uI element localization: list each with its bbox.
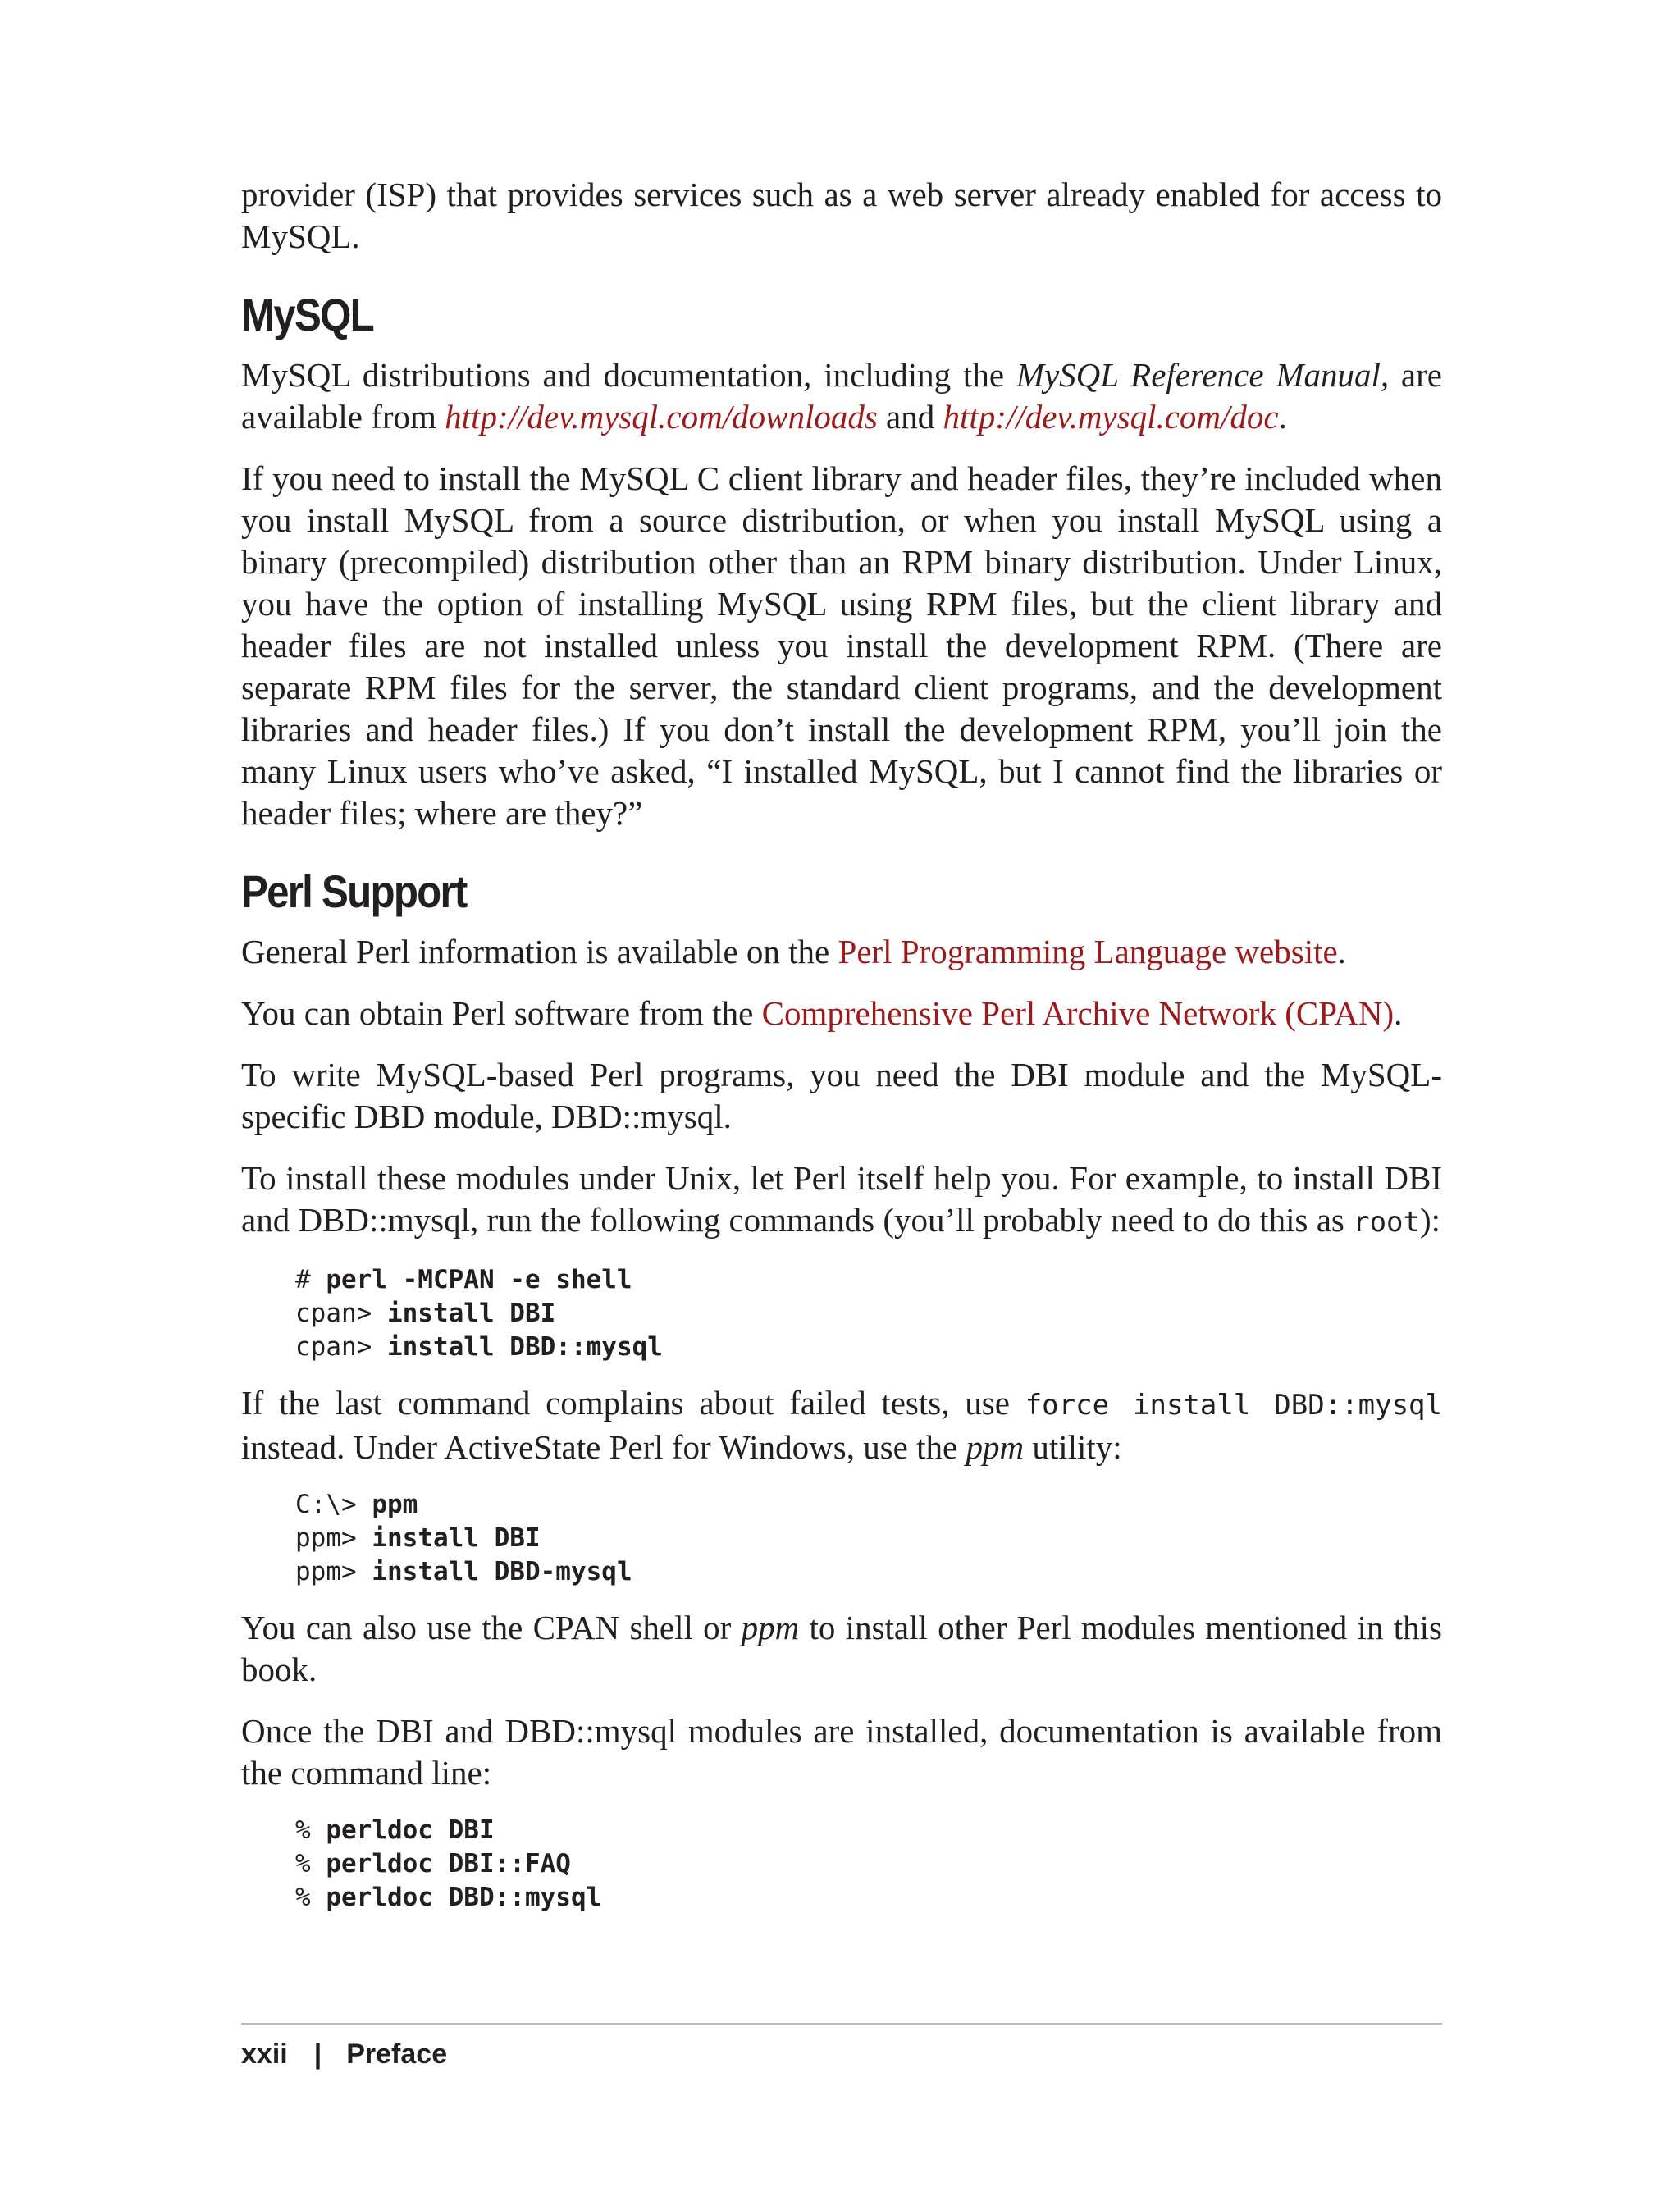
cpan-install-code-block bbox=[295, 1263, 1442, 1364]
documentation-paragraph: Once the DBI and DBD::mysql modules are installed, documentation is available from the command line: bbox=[241, 1712, 1442, 1792]
ppm-tool-name: ppm bbox=[966, 1428, 1025, 1466]
code-line: % perldoc DBI bbox=[295, 1815, 495, 1845]
mysql-client-library-paragraph: If you need to install the MySQL C client library and header files, they’re included when you install MySQL from a source distribution, or when you install MySQL using a binary (precompiled) distribution other than an RPM binary distribution. Under Linux, you have the option of installing MySQL using RPM files, but the client library and header files are not installed unless you install the development RPM. (There are separate RPM files for the server, the standard client programs, and the development libraries and header files.) If you don’t install the development RPM, you’ll join the many Linux users who’ve asked, “I installed MySQL, but I cannot find the libraries or header files; where are they?” bbox=[241, 459, 1442, 832]
install-modules-paragraph: To install these modules under Unix, let Perl itself help you. For example, to install DBI and DBD::mysql, run the following commands (you’ll probably need to do this as root): bbox=[241, 1159, 1442, 1239]
ppm-install-code-block bbox=[295, 1488, 1442, 1589]
code-line: cpan> install DBD::mysql bbox=[295, 1332, 663, 1362]
force-install-code: force install DBD::mysql bbox=[1025, 1389, 1443, 1422]
downloads-link[interactable]: http://dev.mysql.com/downloads bbox=[445, 398, 878, 436]
other-modules-paragraph: You can also use the CPAN shell or ppm to install other Perl modules mentioned in this book. bbox=[241, 1609, 1442, 1688]
code-line: # perl -MCPAN -e shell bbox=[295, 1265, 632, 1294]
code-line: ppm> install DBD-mysql bbox=[295, 1557, 632, 1586]
doc-link[interactable]: http://dev.mysql.com/doc bbox=[943, 398, 1279, 436]
intro-paragraph: provider (ISP) that provides services such as a web server already enabled for access to MySQL. bbox=[241, 176, 1442, 255]
code-line: ppm> install DBI bbox=[295, 1523, 541, 1553]
cpan-paragraph: You can obtain Perl software from the Comprehensive Perl Archive Network (CPAN). bbox=[241, 994, 1403, 1032]
code-line: % perldoc DBI::FAQ bbox=[295, 1849, 571, 1879]
code-line: C:\> ppm bbox=[295, 1490, 418, 1519]
code-line: % perldoc DBD::mysql bbox=[295, 1883, 602, 1912]
page-body bbox=[241, 174, 1442, 1933]
footer-separator: | bbox=[313, 2038, 322, 2070]
footer-divider bbox=[241, 2023, 1442, 2025]
reference-manual-title: MySQL Reference Manual, bbox=[1016, 356, 1390, 394]
page-footer bbox=[241, 2038, 447, 2070]
code-line: cpan> install DBI bbox=[295, 1299, 556, 1328]
failed-tests-paragraph: If the last command complains about failed tests, use force install DBD::mysql instead. Under ActiveState Perl for Windows, use the ppm utility: bbox=[241, 1384, 1443, 1466]
perl-website-link[interactable]: Perl Programming Language website bbox=[838, 933, 1338, 970]
perldoc-code-block bbox=[295, 1814, 1442, 1915]
mysql-heading: MySQL bbox=[241, 289, 373, 340]
ppm-tool-name: ppm bbox=[741, 1609, 800, 1646]
root-code: root bbox=[1353, 1206, 1420, 1239]
perl-support-heading: Perl Support bbox=[241, 865, 467, 917]
dbi-module-paragraph: To write MySQL-based Perl programs, you need the DBI module and the MySQL-specific DBD module, DBD::mysql. bbox=[241, 1056, 1442, 1135]
page-number: xxii bbox=[241, 2038, 288, 2070]
perl-info-paragraph: General Perl information is available on the Perl Programming Language website. bbox=[241, 933, 1346, 970]
mysql-distributions-paragraph: MySQL distributions and documentation, including the MySQL Reference Manual, are available from http://dev.mysql.com/downloads and http://dev.mysql.com/doc. bbox=[241, 356, 1442, 436]
footer-section-title: Preface bbox=[346, 2038, 448, 2070]
cpan-link[interactable]: Comprehensive Perl Archive Network (CPAN) bbox=[761, 994, 1395, 1032]
